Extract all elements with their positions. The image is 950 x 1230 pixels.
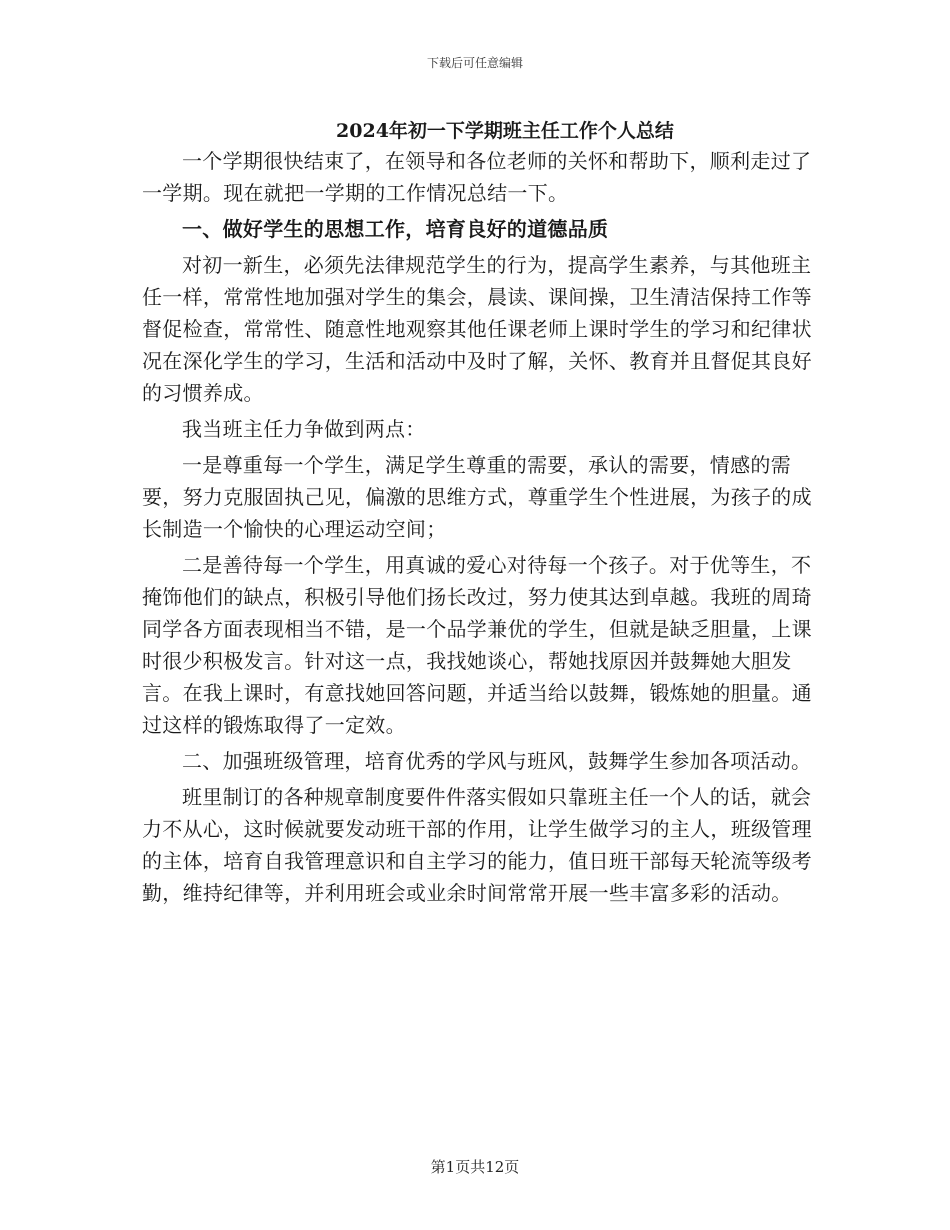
document-title: 2024年初一下学期班主任工作个人总结 <box>336 120 674 142</box>
paragraph-intro: 一个学期很快结束了，在领导和各位老师的关怀和帮助下，顺利走过了一学期。现在就把一学期的工作情况总结一下。 <box>142 149 812 205</box>
document-body <box>142 145 822 913</box>
header-note: 下载后可任意编辑 <box>426 56 523 70</box>
paragraph-body: 二是善待每一个学生，用真诚的爱心对待每一个孩子。对于优等生，不掩饰他们的缺点，积极引导他们扬长改过，努力使其达到卓越。我班的周琦同学各方面表现相当不错，是一个品学兼优的学生，但就是缺乏胆量，上课时很少积极发言。针对这一点，我找她谈心，帮她找原因并鼓舞她大胆发言。在我上课时，有意找她回答问题，并适当给以鼓舞，锻炼她的胆量。通过这样的锻炼取得了一定效。 <box>142 553 812 737</box>
paragraph-body: 对初一新生，必须先法律规范学生的行为，提高学生素养，与其他班主任一样，常常性地加强对学生的集会，晨读、课间操，卫生清洁保持工作等督促检查，常常性、随意性地观察其他任课老师上课时学生的学习和纪律状况在深化学生的学习，生活和活动中及时了解，关怀、教育并且督促其良好的习惯养成。 <box>142 253 812 405</box>
section-heading-2: 二、加强班级管理，培育优秀的学风与班风，鼓舞学生参加各项活动。 <box>182 749 812 773</box>
page-number: 第1页共12页 <box>430 1158 520 1176</box>
paragraph-body: 班里制订的各种规章制度要件件落实假如只靠班主任一个人的话，就会力不从心，这时候就要发动班干部的作用，让学生做学习的主人，班级管理的主体，培育自我管理意识和自主学习的能力，值日班干部每天轮流等级考勤，维持纪律等，并利用班会或业余时间常常开展一些丰富多彩的活动。 <box>142 785 812 905</box>
paragraph-body: 一是尊重每一个学生，满足学生尊重的需要，承认的需要，情感的需要，努力克服固执己见，偏激的思维方式，尊重学生个性进展，为孩子的成长制造一个愉快的心理运动空间； <box>142 453 812 541</box>
section-heading-1: 一、做好学生的思想工作，培育良好的道德品质 <box>182 217 609 241</box>
paragraph-body: 我当班主任力争做到两点： <box>182 417 426 441</box>
